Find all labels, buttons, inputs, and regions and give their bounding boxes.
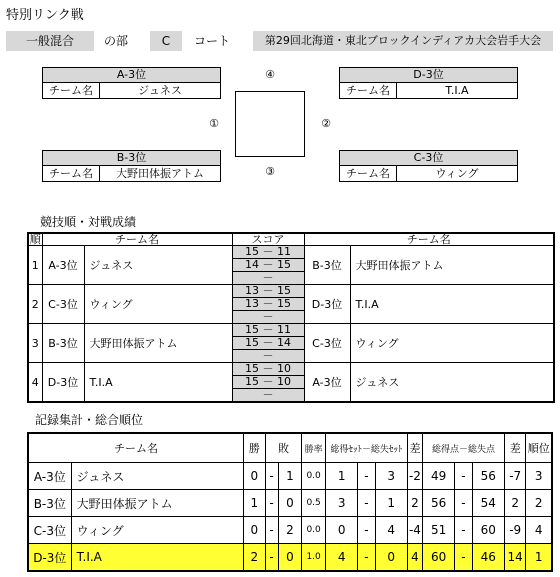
team-box-name: ジュネス	[138, 84, 182, 97]
header-set-diff: 差	[407, 433, 422, 463]
section-match-results-title: 競技順・対戦成績	[40, 215, 137, 229]
standings-row-highlighted	[28, 544, 552, 572]
standings-rank-label: C-3位	[28, 517, 71, 544]
header-team: チーム名	[28, 433, 244, 463]
team-box-d3	[339, 67, 518, 99]
standings-row	[28, 490, 552, 517]
header-score: スコア	[232, 233, 304, 246]
standings-rank: 4	[526, 517, 552, 544]
header-team2: チーム名	[304, 233, 554, 246]
standings-sets-lost: 1	[375, 490, 407, 517]
standings-sets-won: 4	[325, 544, 357, 572]
standings-table	[27, 432, 553, 572]
set-score: 15 － 11	[233, 324, 304, 337]
match-name1: ジュネス	[84, 246, 232, 285]
court-number-right: ②	[321, 117, 331, 130]
match-rank1: A-3位	[42, 246, 84, 285]
team-box-a3	[42, 67, 221, 99]
standings-losses: 0	[278, 544, 302, 572]
match-order: 4	[28, 363, 42, 403]
match-rank2: D-3位	[304, 285, 350, 324]
standings-team-name: T.I.A	[71, 544, 243, 572]
standings-team-name: ジュネス	[71, 463, 243, 490]
header-team1: チーム名	[42, 233, 232, 246]
standings-sets-won: 3	[325, 490, 357, 517]
standings-rate: 0.0	[302, 517, 326, 544]
team-box-name: ウィング	[435, 167, 479, 180]
team-box-rank: A-3位	[43, 68, 220, 83]
standings-wins: 0	[244, 517, 266, 544]
standings-points-won: 56	[422, 490, 454, 517]
team-label: チーム名	[340, 166, 397, 181]
standings-losses: 0	[278, 490, 302, 517]
standings-sets-lost: 3	[375, 463, 407, 490]
standings-dash: -	[455, 490, 472, 517]
match-row	[28, 246, 554, 285]
match-name1: ウィング	[84, 285, 232, 324]
match-rank1: B-3位	[42, 324, 84, 363]
tournament-name: 第29回北海道・東北ブロックインディアカ大会岩手大会	[253, 31, 553, 51]
standings-wins: 1	[244, 490, 266, 517]
standings-sets-won: 0	[325, 517, 357, 544]
team-box-c3	[339, 150, 518, 182]
standings-dash: -	[455, 463, 472, 490]
standings-point-diff: 14	[504, 544, 526, 572]
header-points: 総得点－総失点	[422, 433, 504, 463]
header-rate: 勝率	[302, 433, 326, 463]
division-cell: 一般混合	[6, 31, 94, 51]
match-name2: ウィング	[350, 324, 554, 363]
standings-row	[28, 517, 552, 544]
match-row	[28, 285, 554, 324]
standings-set-diff: -4	[407, 517, 422, 544]
standings-rank: 1	[526, 544, 552, 572]
section-standings-title: 記録集計・総合順位	[35, 413, 144, 427]
standings-rank-label: D-3位	[28, 544, 71, 572]
header-point-diff: 差	[504, 433, 526, 463]
match-rank2: C-3位	[304, 324, 350, 363]
standings-dash: -	[358, 544, 375, 572]
team-box-rank: B-3位	[43, 151, 220, 166]
match-results-table	[27, 232, 555, 403]
standings-rank: 3	[526, 463, 552, 490]
standings-dash: -	[358, 490, 375, 517]
court-number-left: ①	[209, 117, 219, 130]
standings-wins: 2	[244, 544, 266, 572]
standings-set-diff: 2	[407, 490, 422, 517]
header-loss: 敗	[265, 433, 302, 463]
court-number-top: ④	[265, 68, 275, 81]
standings-dash: -	[358, 463, 375, 490]
match-scores	[232, 324, 304, 363]
match-scores	[232, 363, 304, 403]
standings-point-diff: -7	[504, 463, 526, 490]
standings-point-diff: 2	[504, 490, 526, 517]
set-score: －	[262, 271, 274, 284]
team-box-name: 大野田体振アトム	[116, 167, 204, 180]
standings-sets-lost: 0	[375, 544, 407, 572]
page-title: 特別リンク戦	[6, 8, 84, 23]
standings-points-lost: 46	[472, 544, 504, 572]
set-score: 14 － 15	[233, 259, 304, 272]
standings-dash: -	[455, 544, 472, 572]
match-row	[28, 363, 554, 403]
header-sets: 総得ｾｯﾄ－総失ｾｯﾄ	[325, 433, 407, 463]
match-scores	[232, 285, 304, 324]
match-scores	[232, 246, 304, 285]
standings-team-name: ウィング	[71, 517, 243, 544]
standings-rank: 2	[526, 490, 552, 517]
set-score: 15 － 10	[233, 376, 304, 389]
standings-points-lost: 54	[472, 490, 504, 517]
standings-set-diff: 4	[407, 544, 422, 572]
set-score: －	[262, 349, 274, 362]
court-label: コート	[193, 34, 230, 48]
match-row	[28, 324, 554, 363]
standings-losses: 1	[278, 463, 302, 490]
header-win: 勝	[244, 433, 266, 463]
standings-dash: -	[265, 463, 278, 490]
standings-wins: 0	[244, 463, 266, 490]
match-name2: 大野田体振アトム	[350, 246, 554, 285]
match-name2: T.I.A	[350, 285, 554, 324]
standings-dash: -	[265, 490, 278, 517]
standings-rank-label: B-3位	[28, 490, 71, 517]
standings-points-lost: 60	[472, 517, 504, 544]
standings-dash: -	[358, 517, 375, 544]
standings-dash: -	[265, 544, 278, 572]
header-order: 順	[29, 233, 41, 246]
set-score: 15 － 11	[233, 246, 304, 259]
standings-rate: 0.5	[302, 490, 326, 517]
standings-row	[28, 463, 552, 490]
set-score: 15 － 14	[233, 337, 304, 350]
match-name2: ジュネス	[350, 363, 554, 403]
standings-team-name: 大野田体振アトム	[71, 490, 243, 517]
standings-losses: 2	[278, 517, 302, 544]
match-rank1: C-3位	[42, 285, 84, 324]
team-box-rank: D-3位	[340, 68, 517, 83]
header-rank: 順位	[526, 433, 552, 463]
set-score: －	[262, 310, 274, 323]
set-score: 13 － 15	[233, 298, 304, 311]
match-name1: T.I.A	[84, 363, 232, 403]
standings-points-lost: 56	[472, 463, 504, 490]
set-score: 15 － 10	[233, 363, 304, 376]
team-label: チーム名	[43, 166, 100, 181]
division-suffix: の部	[103, 34, 128, 48]
set-score: －	[262, 388, 274, 401]
team-box-name: T.I.A	[445, 84, 469, 97]
set-score: 13 － 15	[233, 285, 304, 298]
team-box-b3	[42, 150, 221, 182]
standings-set-diff: -2	[407, 463, 422, 490]
match-order: 3	[28, 324, 42, 363]
standings-rate: 0.0	[302, 463, 326, 490]
match-name1: 大野田体振アトム	[84, 324, 232, 363]
team-box-rank: C-3位	[340, 151, 517, 166]
standings-rank-label: A-3位	[28, 463, 71, 490]
match-rank1: D-3位	[42, 363, 84, 403]
standings-point-diff: -9	[504, 517, 526, 544]
court-number-bottom: ③	[265, 165, 275, 178]
standings-sets-won: 1	[325, 463, 357, 490]
court-letter-cell: C	[150, 31, 182, 51]
standings-points-won: 51	[422, 517, 454, 544]
match-order: 1	[28, 246, 42, 285]
team-label: チーム名	[43, 83, 100, 98]
court-diagram	[235, 91, 305, 157]
match-rank2: B-3位	[304, 246, 350, 285]
standings-points-won: 60	[422, 544, 454, 572]
team-label: チーム名	[340, 83, 397, 98]
standings-rate: 1.0	[302, 544, 326, 572]
standings-sets-lost: 4	[375, 517, 407, 544]
standings-points-won: 49	[422, 463, 454, 490]
standings-dash: -	[455, 517, 472, 544]
standings-dash: -	[265, 517, 278, 544]
match-order: 2	[28, 285, 42, 324]
match-rank2: A-3位	[304, 363, 350, 403]
